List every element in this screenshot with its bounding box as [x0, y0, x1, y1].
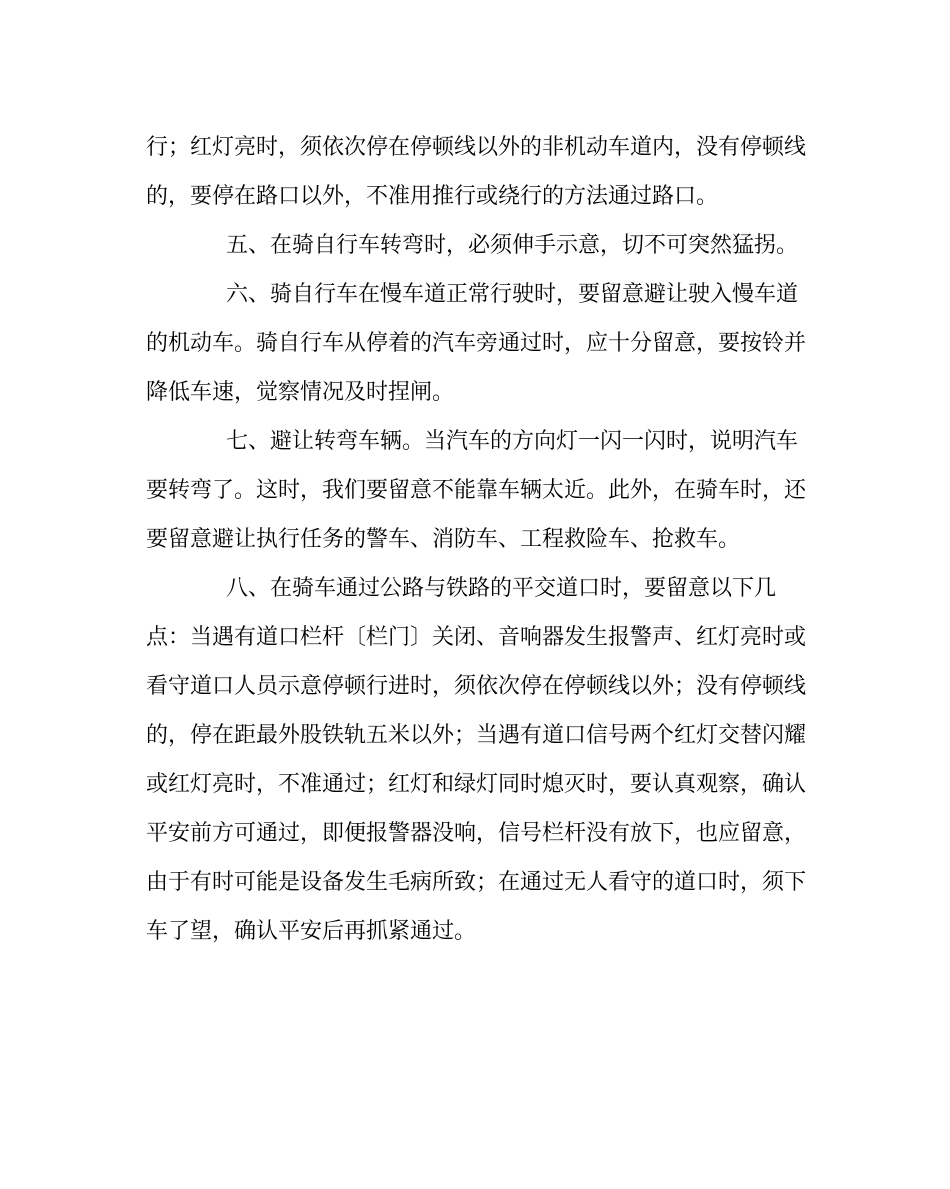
text-line: 车了望，确认平安后再抓紧通过。	[146, 919, 477, 944]
text-line: 要转弯了。这时，我们要留意不能靠车辆太近。此外，在骑车时，还	[146, 478, 807, 503]
text-line: 行；红灯亮时，须依次停在停顿线以外的非机动车道内，没有停顿线	[146, 135, 807, 160]
paragraph-8-start: 八、在骑车通过公路与铁路的平交道口时，要留意以下几	[226, 576, 777, 601]
text-line: 点：当遇有道口栏杆〔栏门〕关闭、音响器发生报警声、红灯亮时或	[146, 625, 807, 650]
text-line: 的，停在距最外股铁轨五米以外；当遇有道口信号两个红灯交替闪耀	[146, 723, 807, 748]
paragraph-7-start: 七、避让转弯车辆。当汽车的方向灯一闪一闪时，说明汽车	[226, 429, 799, 454]
paragraph-5-start: 五、在骑自行车转弯时，必须伸手示意，切不可突然猛拐。	[226, 233, 799, 258]
text-line: 降低车速，觉察情况及时捏闸。	[146, 380, 455, 405]
text-line: 要留意避让执行任务的警车、消防车、工程救险车、抢救车。	[146, 527, 741, 552]
text-line: 或红灯亮时，不准通过；红灯和绿灯同时熄灭时，要认真观察，确认	[146, 772, 807, 797]
text-line: 看守道口人员示意停顿行进时，须依次停在停顿线以外；没有停顿线	[146, 674, 807, 699]
paragraph-6-start: 六、骑自行车在慢车道正常行驶时，要留意避让驶入慢车道	[226, 282, 799, 307]
text-line: 平安前方可通过，即便报警器没响，信号栏杆没有放下，也应留意，	[146, 821, 807, 846]
document-body	[146, 123, 806, 956]
text-line: 的，要停在路口以外，不准用推行或绕行的方法通过路口。	[146, 184, 719, 209]
text-line: 的机动车。骑自行车从停着的汽车旁通过时，应十分留意，要按铃并	[146, 331, 807, 356]
text-line: 由于有时可能是设备发生毛病所致；在通过无人看守的道口时，须下	[146, 870, 807, 895]
